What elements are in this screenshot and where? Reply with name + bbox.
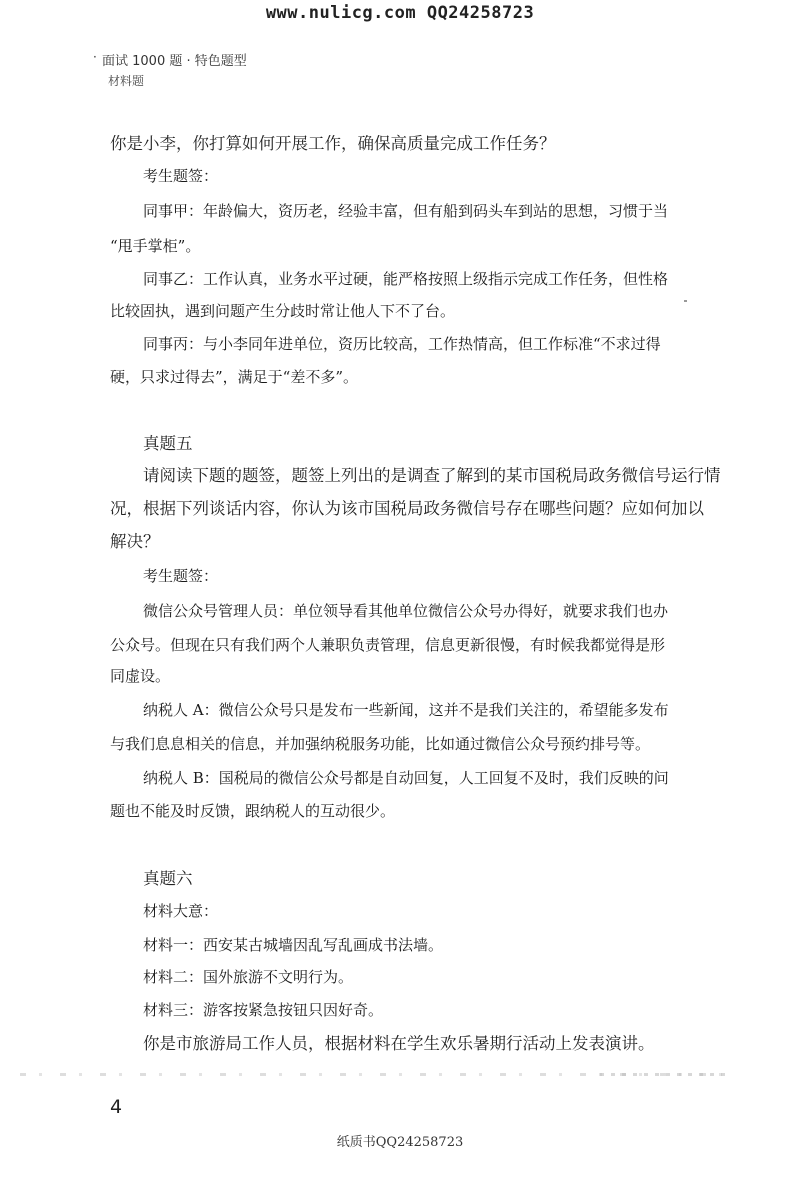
material-item: 材料一：西安某古城墙因乱写乱画成书法墙。 [143, 936, 444, 954]
paragraph-line: 解决？ [110, 532, 160, 551]
paragraph-line: “甩手掌柜”。 [110, 237, 201, 255]
paragraph-line: 同事甲：年龄偏大，资历老，经验丰富，但有船到码头车到站的思想，习惯于当 [143, 202, 669, 220]
header-bullet: · [93, 50, 97, 64]
paragraph-line: 公众号。但现在只有我们两个人兼职负责管理，信息更新很慢，有时候我都觉得是形 [110, 636, 666, 654]
top-watermark: www.nulicg.com QQ24258723 [265, 3, 535, 23]
running-header-subtitle: 材料题 [108, 74, 145, 88]
section-label: 考生题签： [143, 167, 219, 185]
section-heading: 真题六 [143, 869, 193, 888]
section-label: 材料大意： [143, 902, 219, 920]
paragraph-line: 硬，只求过得去”，满足于“差不多”。 [110, 368, 359, 386]
paragraph-line: 请阅读下题的题签，题签上列出的是调查了解到的某市国税局政务微信号运行情 [143, 466, 721, 485]
paragraph-line: 微信公众号管理人员：单位领导看其他单位微信公众号办得好，就要求我们也办 [143, 602, 669, 620]
bottom-watermark: 纸质书QQ24258723 [336, 1135, 464, 1150]
running-header-title: 面试 1000 题 · 特色题型 [102, 54, 247, 69]
paragraph-line: 你是市旅游局工作人员，根据材料在学生欢乐暑期行活动上发表演讲。 [143, 1034, 655, 1053]
paragraph-line: 同事丙：与小李同年进单位，资历比较高，工作热情高，但工作标准“不求过得 [143, 335, 661, 353]
section-label: 考生题签： [143, 567, 219, 585]
material-item: 材料三：游客按紧急按钮只因好奇。 [143, 1001, 384, 1019]
material-item: 材料二：国外旅游不文明行为。 [143, 968, 354, 986]
running-header [93, 50, 247, 69]
paragraph-line: 比较固执，遇到问题产生分歧时常让他人下不了台。 [110, 302, 456, 320]
paragraph-line: 与我们息息相关的信息，并加强纳税服务功能，比如通过微信公众号预约排号等。 [110, 735, 651, 753]
paragraph-line: 同虚设。 [110, 667, 171, 685]
paragraph-line: 纳税人 A：微信公众号只是发布一些新闻，这并不是我们关注的，希望能多发布 [143, 701, 669, 719]
page-number: 4 [110, 1096, 123, 1118]
paragraph-line: 纳税人 B：国税局的微信公众号都是自动回复，人工回复不及时，我们反映的问 [143, 769, 669, 787]
question-line: 你是小李，你打算如何开展工作，确保高质量完成工作任务？ [110, 134, 556, 153]
paragraph-line: 况，根据下列谈话内容，你认为该市国税局政务微信号存在哪些问题？应如何加以 [110, 499, 704, 518]
paragraph-line: 同事乙：工作认真，业务水平过硬，能严格按照上级指示完成工作任务，但性格 [143, 270, 669, 288]
scan-speck [684, 300, 687, 302]
section-heading: 真题五 [143, 434, 193, 453]
paragraph-line: 题也不能及时反馈，跟纳税人的互动很少。 [110, 802, 396, 820]
scan-artifact-row [600, 1073, 730, 1076]
